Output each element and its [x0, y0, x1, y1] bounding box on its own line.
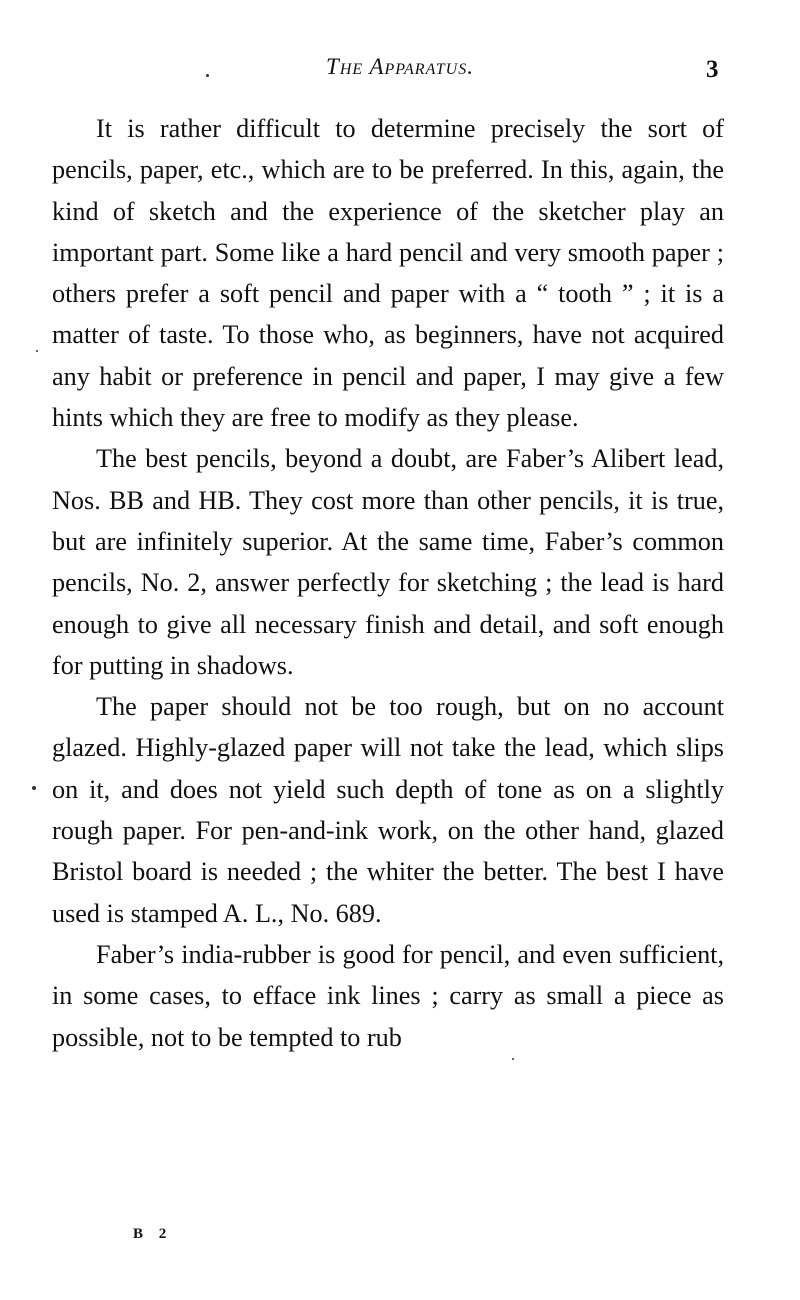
running-title: The Apparatus. [326, 54, 474, 79]
paragraph-paper: The paper should not be too rough, but on no account glazed. Highly-glazed paper will not take the lead, which slips on it, and does not yield such depth of tone as on a slightly rough paper. For pen-and-ink work, on the other hand, glazed Bristol board is needed ; the whiter the better. The best I have used is stamped A. L., No. 689. [52, 692, 724, 928]
scan-speck [36, 350, 38, 352]
paragraph-pencil-paper-choice: It is rather difficult to determine precisely the sort of pencils, paper, etc., which are to be preferred. In this, again, the kind of sketch and the experience of the sketcher play an important part. Some like a hard pencil and very smooth paper ; others prefer a soft pencil and paper with a “ tooth ” ; it is a matter of taste. To those who, as beginners, have not acquired any habit or preference in pencil and paper, I may give a few hints which they are free to modify as they please. [52, 114, 724, 433]
page-number: 3 [706, 56, 719, 83]
running-head [0, 52, 800, 92]
scan-speck [512, 1058, 514, 1060]
body-text [52, 108, 724, 1058]
scan-speck [32, 786, 36, 790]
scan-speck [206, 74, 209, 77]
paragraph-india-rubber: Faber’s india-rubber is good for pencil, and even sufficient, in some cases, to efface ink lines ; carry as small a piece as possible, not to be tempted to rub [52, 939, 724, 1052]
signature-mark: B 2 [133, 1226, 173, 1242]
paragraph-best-pencils: The best pencils, beyond a doubt, are Faber’s Alibert lead, Nos. BB and HB. They cost more than other pencils, it is true, but are infinitely superior. At the same time, Faber’s common pencils, No. 2, answer perfectly for sketching ; the lead is hard enough to give all necessary finish and detail, and soft enough for putting in shadows. [52, 444, 724, 680]
